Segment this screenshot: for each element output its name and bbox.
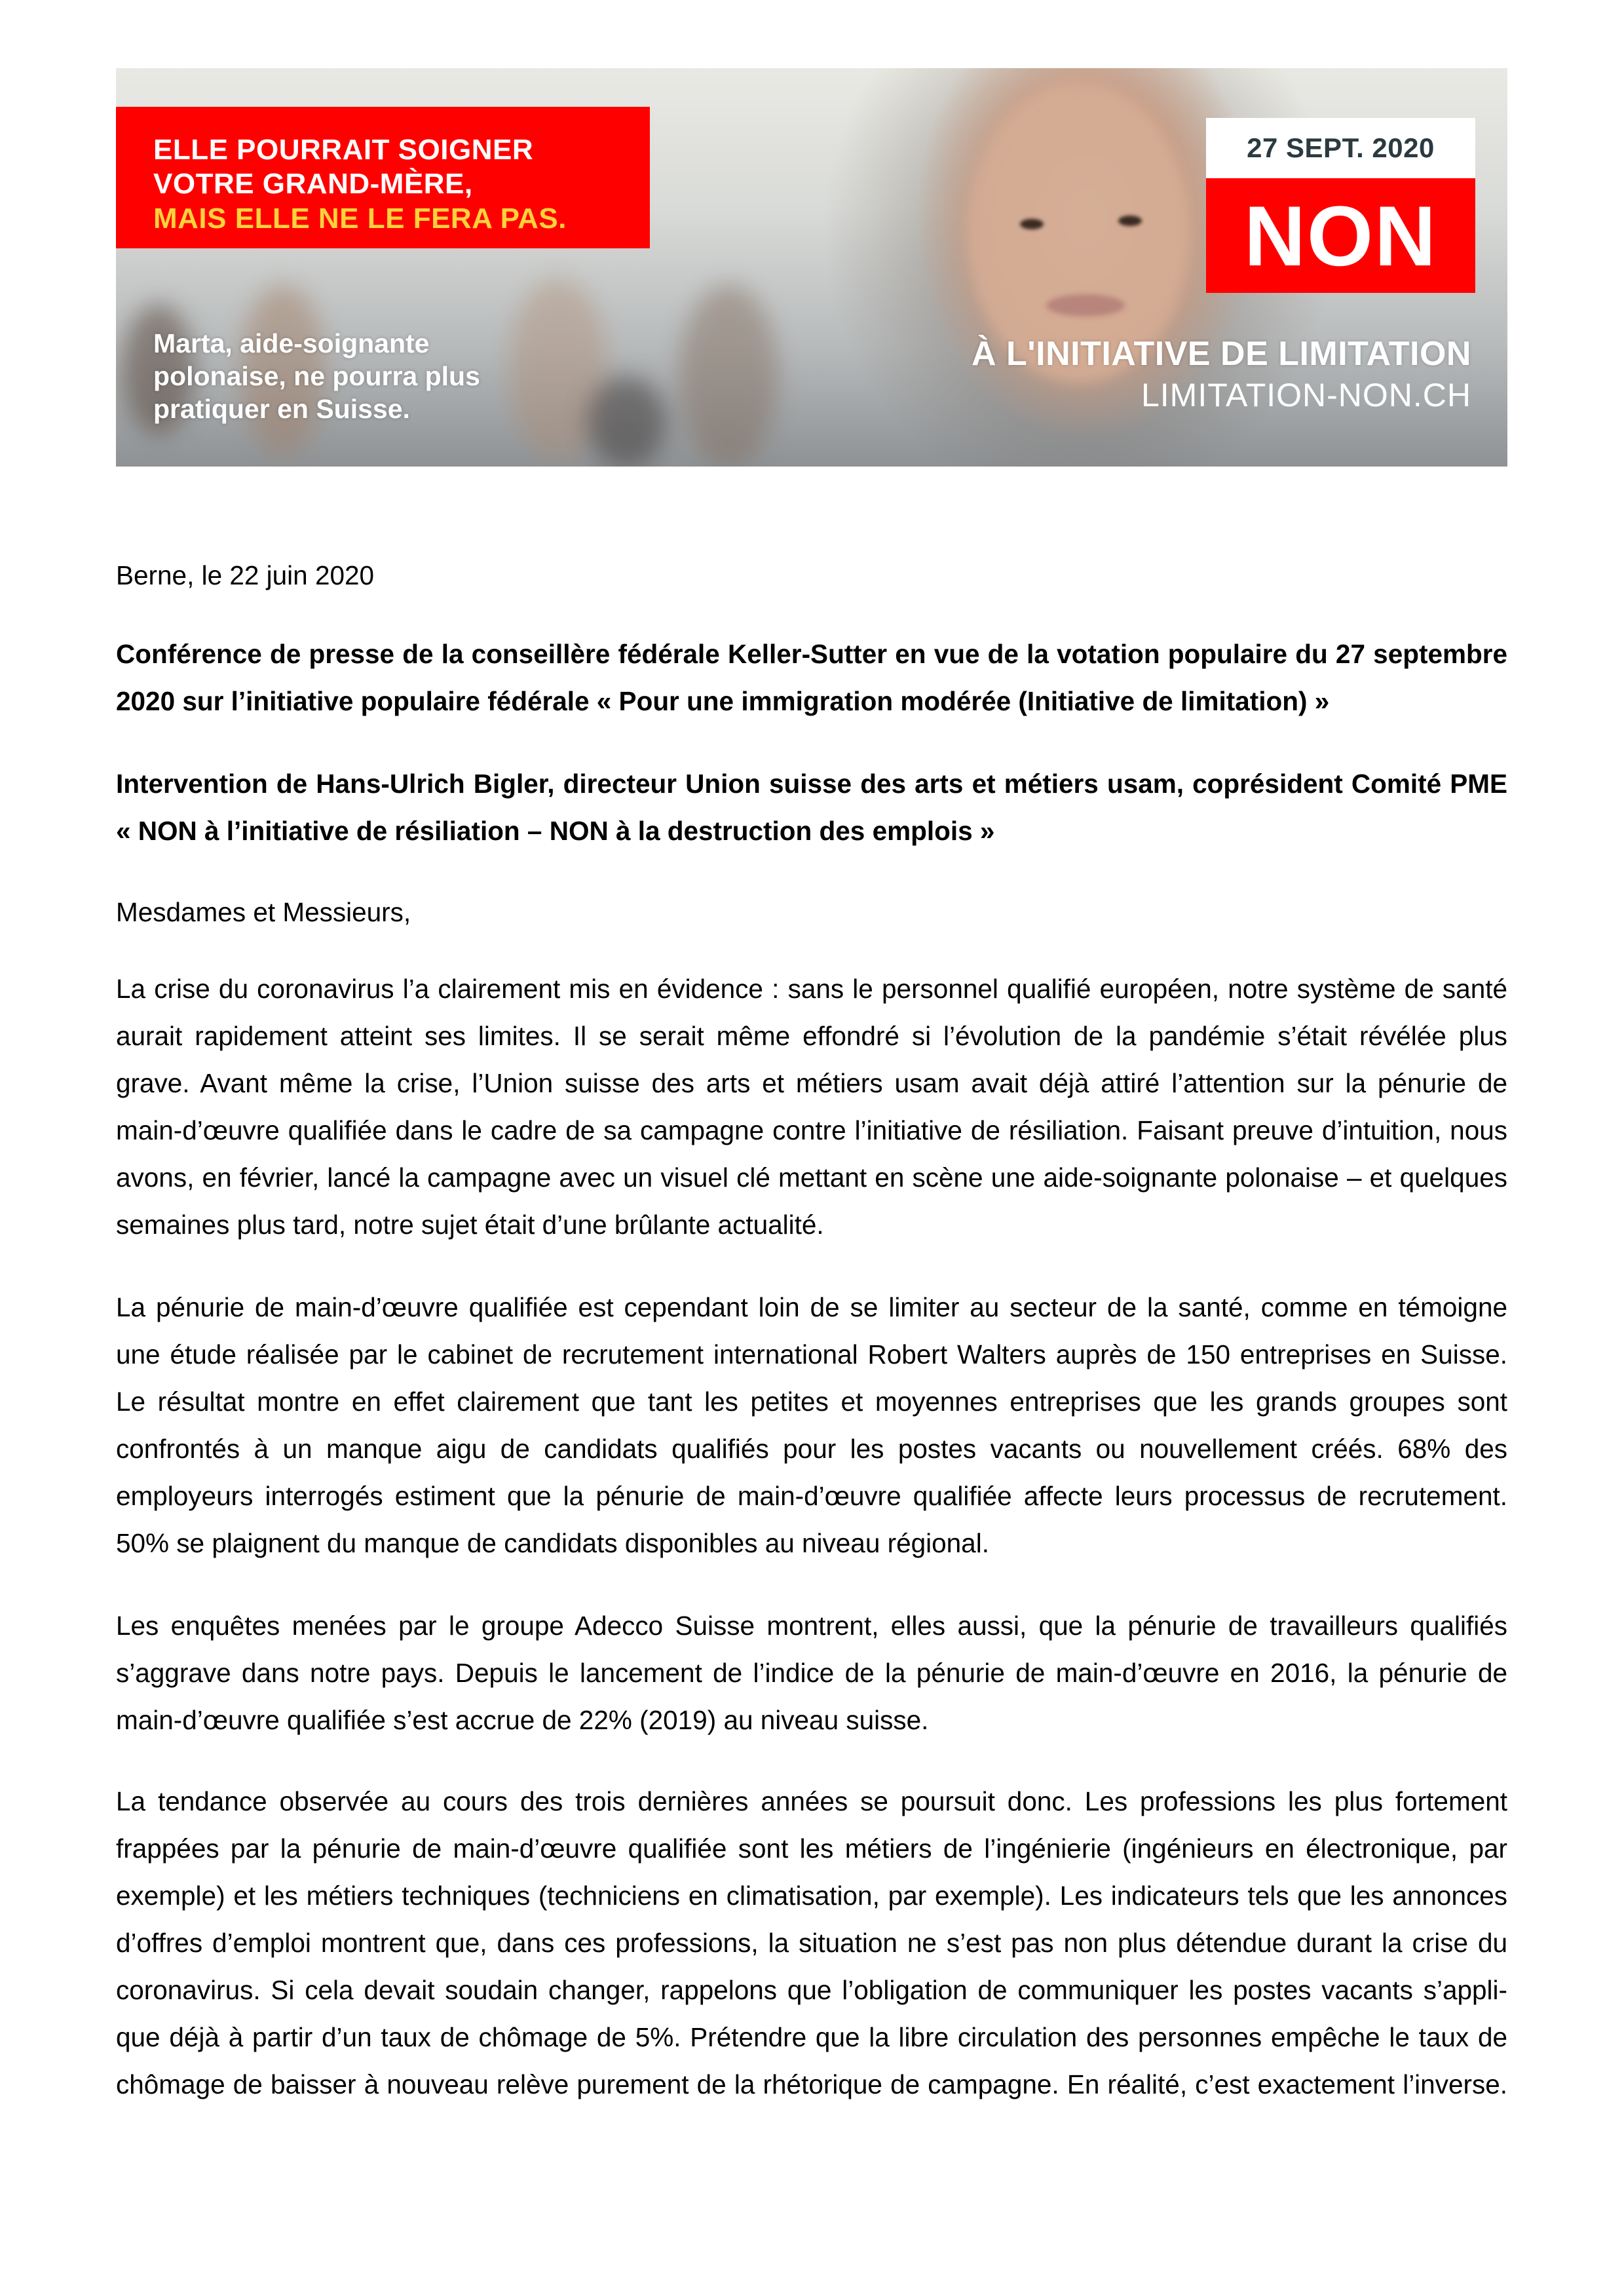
paragraph-line: La pénurie de main-d’œuvre qualifiée est cependant loin de se limiter au secteur de la santé, comme en témoigne: [116, 1292, 1507, 1322]
paragraph-line: coronavirus. Si cela devait soudain changer, rappelons que l’obligation de communiquer les postes vacants s’appli-: [116, 1975, 1507, 2005]
initiative-label: À L'INITIATIVE DE LIMITATION: [972, 335, 1471, 373]
paragraph-line: Les enquêtes menées par le groupe Adecco Suisse montrent, elles aussi, que la pénurie de travailleurs qualifiés: [116, 1611, 1507, 1641]
paragraph-line: frappées par la pénurie de main-d’œuvre qualifiée sont les métiers de l’ingénierie (ingénieurs en électronique, par: [116, 1833, 1507, 1864]
campaign-website[interactable]: LIMITATION-NON.CH: [1141, 377, 1471, 413]
banner-caption: [153, 327, 480, 425]
caption-line-2: polonaise, ne pourra plus: [153, 361, 480, 391]
paragraph-line: employeurs interrogés estiment que la pénurie de main-d’œuvre qualifiée affecte leurs processus de recrutement.: [116, 1481, 1507, 1511]
portrait-eye-left: [1020, 219, 1044, 229]
paragraph-line: semaines plus tard, notre sujet était d’une brûlante actualité.: [116, 1210, 824, 1240]
background-figure: [679, 284, 778, 467]
paragraph-line: La crise du coronavirus l’a clairement mis en évidence : sans le personnel qualifié européen, notre système de santé: [116, 974, 1507, 1004]
paragraph-line: Le résultat montre en effet clairement que tant les petites et moyennes entreprises que les grands groupes sont: [116, 1387, 1507, 1417]
headline-box: [116, 107, 650, 248]
vote-non-badge: NON: [1206, 178, 1475, 293]
headline-line-1: ELLE POURRAIT SOIGNER: [153, 134, 534, 166]
paragraph-line: La tendance observée au cours des trois dernières années se poursuit donc. Les professions les plus fortement: [116, 1786, 1507, 1816]
paragraph-line: que déjà à partir d’un taux de chômage de 5%. Prétendre que la libre circulation des personnes empêche le taux de: [116, 2022, 1507, 2052]
caption-line-3: pratiquer en Suisse.: [153, 394, 410, 424]
headline-line-3: MAIS ELLE NE LE FERA PAS.: [153, 202, 567, 235]
intervention-heading: [116, 760, 1507, 854]
paragraph-line: aurait rapidement atteint ses limites. Il se serait même effondré si l’évolution de la pandémie s’était révélée plus: [116, 1021, 1507, 1051]
paragraph-line: confrontés à un manque aigu de candidats qualifiés pour les postes vacants ou nouvellement créés. 68% des: [116, 1434, 1507, 1464]
paragraph-line: grave. Avant même la crise, l’Union suisse des arts et métiers usam avait déjà attiré l’attention sur la pénurie de: [116, 1068, 1507, 1098]
headline-line-2: VOTRE GRAND-MÈRE,: [153, 168, 473, 200]
paragraph-line: d’offres d’emploi montrent que, dans ces professions, la situation ne s’est pas non plus détendue durant la crise du: [116, 1928, 1507, 1958]
body-paragraph-4: [116, 1778, 1507, 2108]
intervention-line-1: Intervention de Hans-Ulrich Bigler, directeur Union suisse des arts et métiers usam, coprésident Comité PME: [116, 769, 1507, 799]
body-paragraph-3: [116, 1602, 1507, 1744]
paragraph-line: avons, en février, lancé la campagne avec un visuel clé mettant en scène une aide-soignante polonaise – et quelques: [116, 1162, 1507, 1193]
vote-date: 27 SEPT. 2020: [1206, 118, 1475, 178]
background-figure: [588, 376, 666, 467]
body-paragraph-1: [116, 965, 1507, 1248]
paragraph-line: chômage de baisser à nouveau relève purement de la rhétorique de campagne. En réalité, c’est exactement l’inverse.: [116, 2069, 1507, 2099]
campaign-banner: [116, 68, 1507, 467]
place-date-text: Berne, le 22 juin 2020: [116, 560, 375, 590]
paragraph-line: 50% se plaignent du manque de candidats disponibles au niveau régional.: [116, 1528, 989, 1558]
portrait-eye-right: [1118, 216, 1142, 226]
title-paragraph: [116, 630, 1507, 725]
place-date: [116, 552, 1507, 599]
paragraph: [116, 965, 1507, 1248]
document-title: [116, 630, 1507, 725]
title-line-1: Conférence de presse de la conseillère fédérale Keller-Sutter en vue de la votation populaire du 27 septembre: [116, 639, 1507, 669]
portrait-mouth: [1046, 294, 1125, 316]
paragraph-line: main-d’œuvre qualifiée s’est accrue de 22% (2019) au niveau suisse.: [116, 1705, 929, 1735]
paragraph-line: une étude réalisée par le cabinet de recrutement international Robert Walters auprès de 150 entreprises en Suisse.: [116, 1339, 1507, 1369]
caption-line-1: Marta, aide-soignante: [153, 328, 430, 358]
paragraph-line: exemple) et les métiers techniques (techniciens en climatisation, par exemple). Les indicateurs tels que les annonces: [116, 1881, 1507, 1911]
salutation-text: Mesdames et Messieurs,: [116, 897, 411, 927]
paragraph: [116, 1602, 1507, 1744]
paragraph-line: main-d’œuvre qualifiée dans le cadre de sa campagne contre l’initiative de résiliation. Faisant preuve d’intuition, nous: [116, 1115, 1507, 1145]
body-paragraph-2: [116, 1284, 1507, 1567]
paragraph-line: s’aggrave dans notre pays. Depuis le lancement de l’indice de la pénurie de main-d’œuvre en 2016, la pénurie de: [116, 1658, 1507, 1688]
paragraph: [116, 1284, 1507, 1567]
salutation: [116, 889, 1507, 936]
intervention-paragraph: [116, 760, 1507, 854]
intervention-line-2: « NON à l’initiative de résiliation – NON à la destruction des emplois »: [116, 816, 995, 846]
title-line-2: 2020 sur l’initiative populaire fédérale « Pour une immigration modérée (Initiative de limitation) »: [116, 686, 1330, 716]
paragraph: [116, 1778, 1507, 2108]
